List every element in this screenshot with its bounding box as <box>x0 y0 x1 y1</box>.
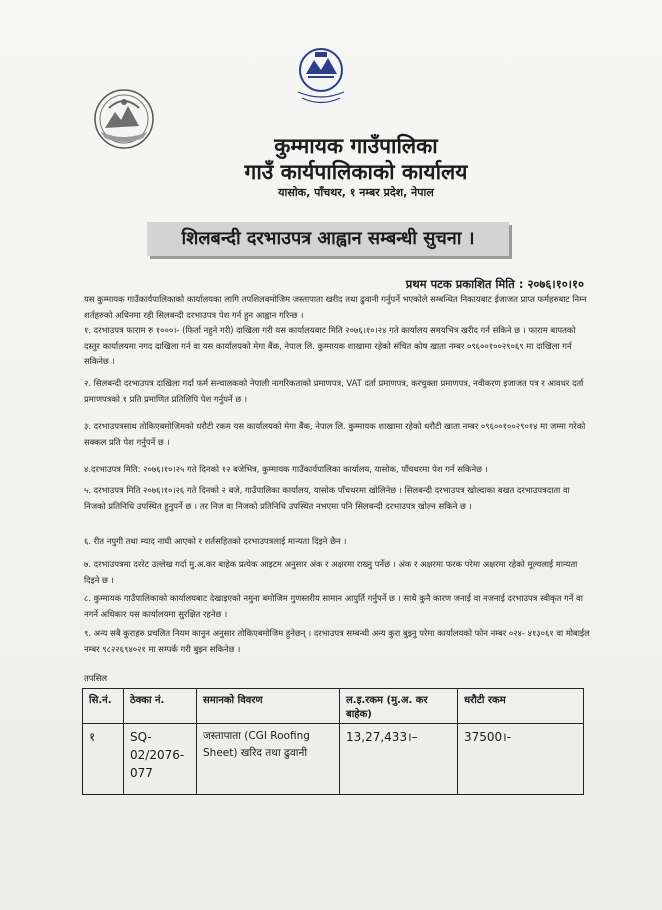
cell-contract: SQ-02/2076-077 <box>124 724 197 795</box>
office-address: यासोक, पाँचथर, १ नम्बर प्रदेश, नेपाल <box>278 186 434 199</box>
notice-subject: शिलबन्दी दरभाउपत्र आह्वान सम्बन्धी सुचना । <box>147 222 509 256</box>
cell-estimate: 13,27,433।– <box>340 724 458 795</box>
header-contract: ठेक्का नं. <box>124 689 197 724</box>
office-name: गाउँ कार्यपालिकाको कार्यालय <box>244 160 468 184</box>
clause-2: २. सिलबन्दी दरभाउपत्र दाखिला गर्दा फर्म सन्चालकको नेपाली नागरिकताको प्रमाणपत्र, VAT दर्ता प्रमाणपत्र, करचुक्ता प्रमाणपत्र, नवीकरण इजाजत पत्र र आवधर दर्ता प्रमाणपत्रको १ प्रति प्रमाणित प्रतिलिपि पेश गर्नुपर्ने छ । <box>84 378 584 404</box>
list-label: तपसिल <box>84 673 108 683</box>
clause-7: ७. दरभाउपत्रमा दररेट उल्लेख गर्दा मु.अ.कर बाहेक प्रत्येक आइटम अनुसार अंक र अक्षरमा राख्नु पर्नेछ । अंक र अक्षरमा फरक परेमा अक्षरमा रहेको मूल्यलाई मान्यता दिइने छ । <box>84 559 578 585</box>
cell-description: जस्तापाता (CGI Roofing Sheet) खरिद तथा ढुवानी <box>197 724 340 795</box>
clause-1: १. दरभाउपत्र फाराम रु १०००।- (फिर्ता नहुने गरी) दाखिला गरी यस कार्यालयबाट मिति २०७६।१०।२४ गते कार्यालय समयभित्र खरीद गर्न सकिने छ । फाराम बापतको दस्तुर कार्यालयमा नगद दाखिला गर्न वा यस कार्यालयको मेगा बैंक, नेपाल लि. कुम्मायक शाखामा रहेको संचित कोष खाता नम्बर ०९६००१००२९०६९ मा दाखिला गर्न सकिनेछ । <box>84 325 576 366</box>
items-table <box>82 688 584 795</box>
cell-deposit: 37500।- <box>458 724 584 795</box>
clause-5: ५. दरभाउपत्र मिति २०७६।१०।२६ गते दिनको २ बजे, गाउँपालिका कार्यालय, यासोक पाँचथरमा खोलिनेछ । सिलबन्दी दरभाउपत्र खोल्दाका बखत दरभाउपत्रदाता वा निजको प्रतिनिधि उपस्थित हुनुपर्ने छ । तर निज वा निजको प्रतिनिधि उपस्थित नभएमा पनि सिलबन्दी दरभाउपत्र खोल्न सकिने छ । <box>84 485 570 511</box>
header-description: समानको विवरण <box>197 689 340 724</box>
table-header-row <box>83 689 584 724</box>
clause-6: ६. रीत नपुगी तथा म्याद नाघी आएको र शर्तसहितको दरभाउपत्रलाई मान्यता दिइने छैन । <box>84 536 347 546</box>
intro-paragraph: यस कुम्मायक गाउँकार्यपालिकाको कार्यालयका लागि तपशिलबमोजिम जस्तापाता खरीद तथा ढुवानी गर्नुपर्ने भएकोले सम्बन्धित निकायबाट ईजाजत प्राप्त फर्महरुबाट निम्न शर्तहरुको अधिनमा रही सिलबन्दी दरभाउपत्र पेश गर्न हुन आह्वान गरिन्छ । <box>84 294 587 320</box>
header-estimate: ल.इ.रकम (मु.अ. कर बाहेक) <box>340 689 458 724</box>
header-sn: सि.नं. <box>83 689 124 724</box>
published-date: प्रथम पटक प्रकाशित मिति : २०७६।१०।१० <box>405 277 584 291</box>
municipality-name: कुम्मायक गाउँपालिका <box>274 134 438 158</box>
table-row <box>83 724 584 795</box>
cell-sn: १ <box>83 724 124 795</box>
clause-3: ३. दरभाउपत्रसाथ तोकिएबमोजिमको धरौटी रकम यस कार्यालयको मेगा बैंक, नेपाल लि. कुम्मायक शाखामा रहेको धरौटी खाता नम्बर ०९६००१००२९०१४ मा जम्मा गरेको सक्कल प्रति पेश गर्नुपर्ने छ । <box>84 421 586 447</box>
clause-9: ९. अन्य सबै कुराहरु प्रचलित नियम कानुन अनुसार तोकिएबमोजिम हुनेछन् । दरभाउपत्र सम्बन्धी अन्य कुरा बुझ्नु परेमा कार्यालयको फोन नम्बर ०२४- ४१३०६१ वा मोबाईल नम्बर ९८२२६९४०२१ मा सम्पर्क गरी बुझ्न सकिनेछ । <box>84 628 590 654</box>
clause-4: ४.दरभाउपत्र मिति: २०७६।१०।२५ गते दिनको १२ बजेभित्र, कुम्मायक गाउँकार्यपालिका कार्यालय, यासोक, पाँचथरमा पेश गर्न सकिनेछ । <box>84 464 488 474</box>
clause-8: ८. कुम्मायक गाउँपालिकाको कार्यालयबाट देखाइएको नमुना बमोजिम गुणस्तरीय सामान आपुर्ति गर्नुपर्ने छ । साथै कुनै कारण जनाई वा नजनाई दरभाउपत्र स्वीकृत गर्ने वा नगर्ने अधिकार यस कार्यालयमा सुरक्षित रहनेछ । <box>84 593 583 619</box>
municipality-logo-icon <box>284 46 358 110</box>
header-deposit: धरौटी रकम <box>458 689 584 724</box>
